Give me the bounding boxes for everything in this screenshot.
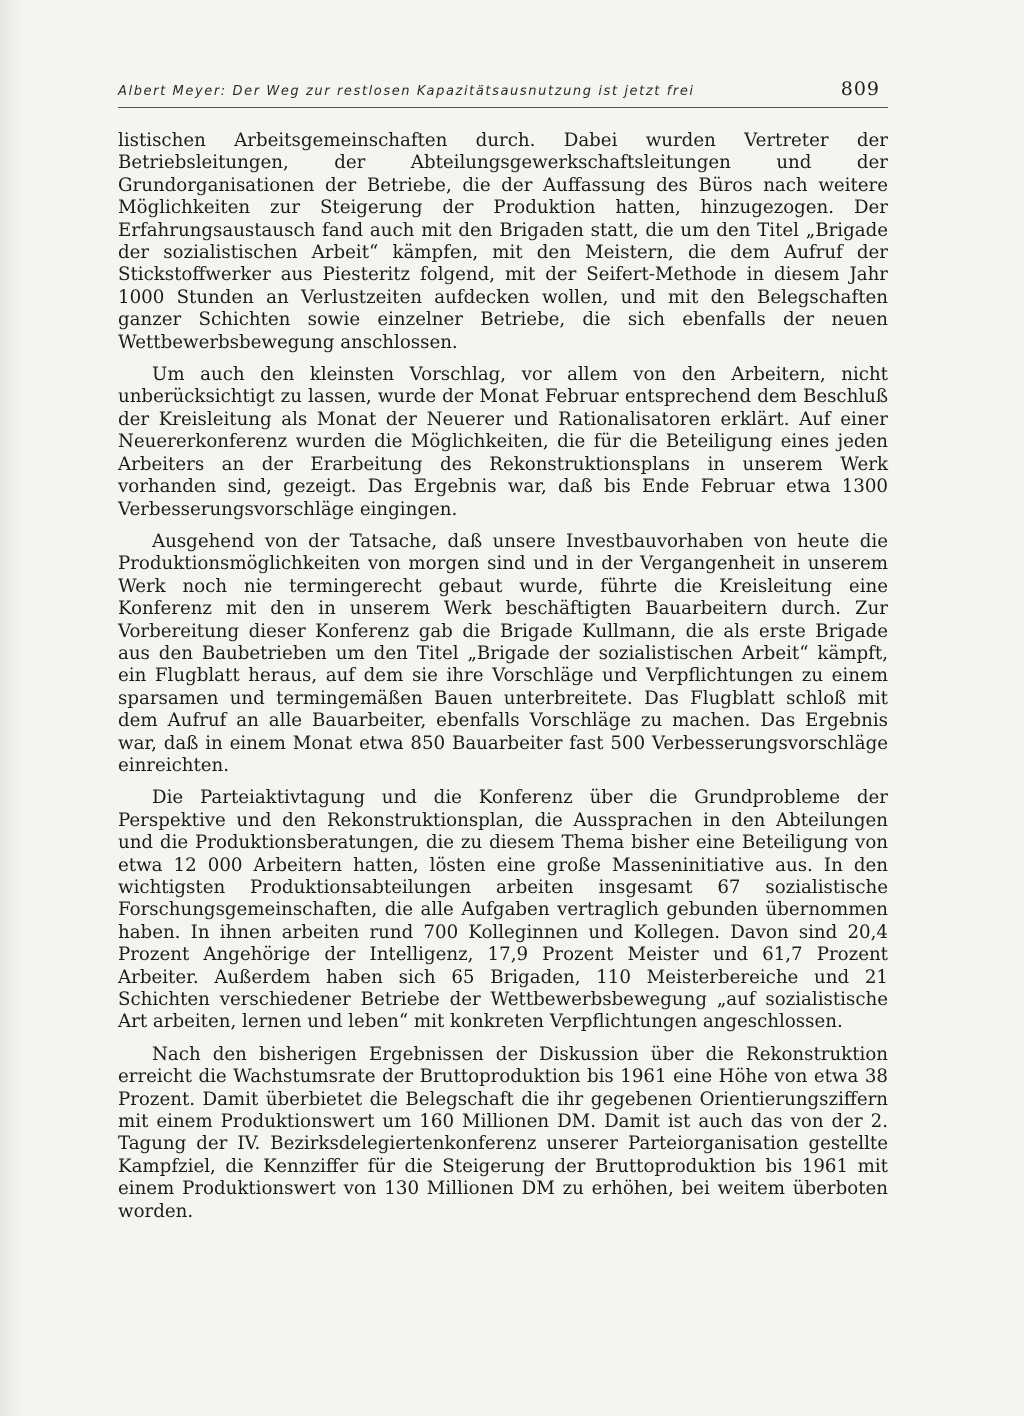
body-text — [118, 130, 888, 1233]
paragraph-3: Ausgehend von der Tatsache, daß unsere Investbauvorhaben von heute die Produktionsmöglichkeiten von morgen sind und in der Vergangenheit in unserem Werk noch nie termingerecht gebaut wurde, führte die Kreisleitung eine Konferenz mit den in unserem Werk beschäftigten Bauarbeitern durch. Zur Vorbereitung dieser Konferenz gab die Brigade Kullmann, die als erste Brigade aus den Baubetrieben um den Titel „Brigade der sozialistischen Arbeit“ kämpft, ein Flugblatt heraus, auf dem sie ihre Vorschläge und Verpflichtungen zu einem sparsamen und termingemäßen Bauen unterbreitete. Das Flugblatt schloß mit dem Aufruf an alle Bauarbeiter, ebenfalls Vorschläge zu machen. Das Ergebnis war, daß in einem Monat etwa 850 Bauarbeiter fast 500 Verbesserungsvorschläge einreichten. — [118, 530, 888, 776]
page-header — [118, 78, 888, 108]
paragraph-1: listischen Arbeitsgemeinschaften durch. Dabei wurden Vertreter der Betriebsleitungen, der Abteilungsgewerkschaftsleitungen und der Grundorganisationen der Betriebe, die der Auffassung des Büros nach weitere Möglichkeiten zur Steigerung der Produktion hatten, hinzugezogen. Der Erfahrungsaustausch fand auch mit den Brigaden statt, die um den Titel „Brigade der sozialistischen Arbeit“ kämpfen, mit den Meistern, die dem Aufruf der Stickstoffwerker aus Piesteritz folgend, mit der Seifert-Methode in diesem Jahr 1000 Stunden an Verlustzeiten aufdecken wollen, und mit den Belegschaften ganzer Schichten sowie einzelner Betriebe, die sich ebenfalls der neuen Wettbewerbsbewegung anschlossen. — [118, 130, 888, 353]
page-number: 809 — [840, 78, 880, 100]
running-head: Albert Meyer: Der Weg zur restlosen Kapazitätsausnutzung ist jetzt frei — [118, 84, 695, 99]
paragraph-4: Die Parteiaktivtagung und die Konferenz über die Grundprobleme der Perspektive und den Rekonstruktionsplan, die Aussprachen in den Abteilungen und die Produktionsberatungen, die zu diesem Thema bisher eine Beteiligung von etwa 12 000 Arbeitern hatten, lösten eine große Masseninitiative aus. In den wichtigsten Produktionsabteilungen arbeiten insgesamt 67 sozialistische Forschungsgemeinschaften, die alle Aufgaben vertraglich gebunden übernommen haben. In ihnen arbeiten rund 700 Kolleginnen und Kollegen. Davon sind 20,4 Prozent Angehörige der Intelligenz, 17,9 Prozent Meister und 61,7 Prozent Arbeiter. Außerdem haben sich 65 Brigaden, 110 Meisterbereiche und 21 Schichten verschiedener Betriebe der Wettbewerbsbewegung „auf sozialistische Art arbeiten, lernen und leben“ mit konkreten Verpflichtungen angeschlossen. — [118, 787, 888, 1033]
paragraph-5: Nach den bisherigen Ergebnissen der Diskussion über die Rekonstruktion erreicht die Wachstumsrate der Bruttoproduktion bis 1961 eine Höhe von etwa 38 Prozent. Damit überbietet die Belegschaft die ihr gegebenen Orientierungsziffern mit einem Produktionswert um 160 Millionen DM. Damit ist auch das von der 2. Tagung der IV. Bezirksdelegiertenkonferenz unserer Parteiorganisation gestellte Kampfziel, die Kennziffer für die Steigerung der Bruttoproduktion bis 1961 mit einem Produktionswert von 130 Millionen DM zu erhöhen, bei weitem überboten worden. — [118, 1043, 888, 1222]
paragraph-2: Um auch den kleinsten Vorschlag, vor allem von den Arbeitern, nicht unberücksichtigt zu lassen, wurde der Monat Februar entsprechend dem Beschluß der Kreisleitung als Monat der Neuerer und Rationalisatoren erklärt. Auf einer Neuererkonferenz wurden die Möglichkeiten, die für die Beteiligung eines jeden Arbeiters an der Erarbeitung des Rekonstruktionsplans in unserem Werk vorhanden sind, gezeigt. Das Ergebnis war, daß bis Ende Februar etwa 1300 Verbesserungsvorschläge eingingen. — [118, 364, 888, 520]
page-binding-shadow — [0, 0, 22, 1416]
header-rule — [118, 107, 888, 108]
